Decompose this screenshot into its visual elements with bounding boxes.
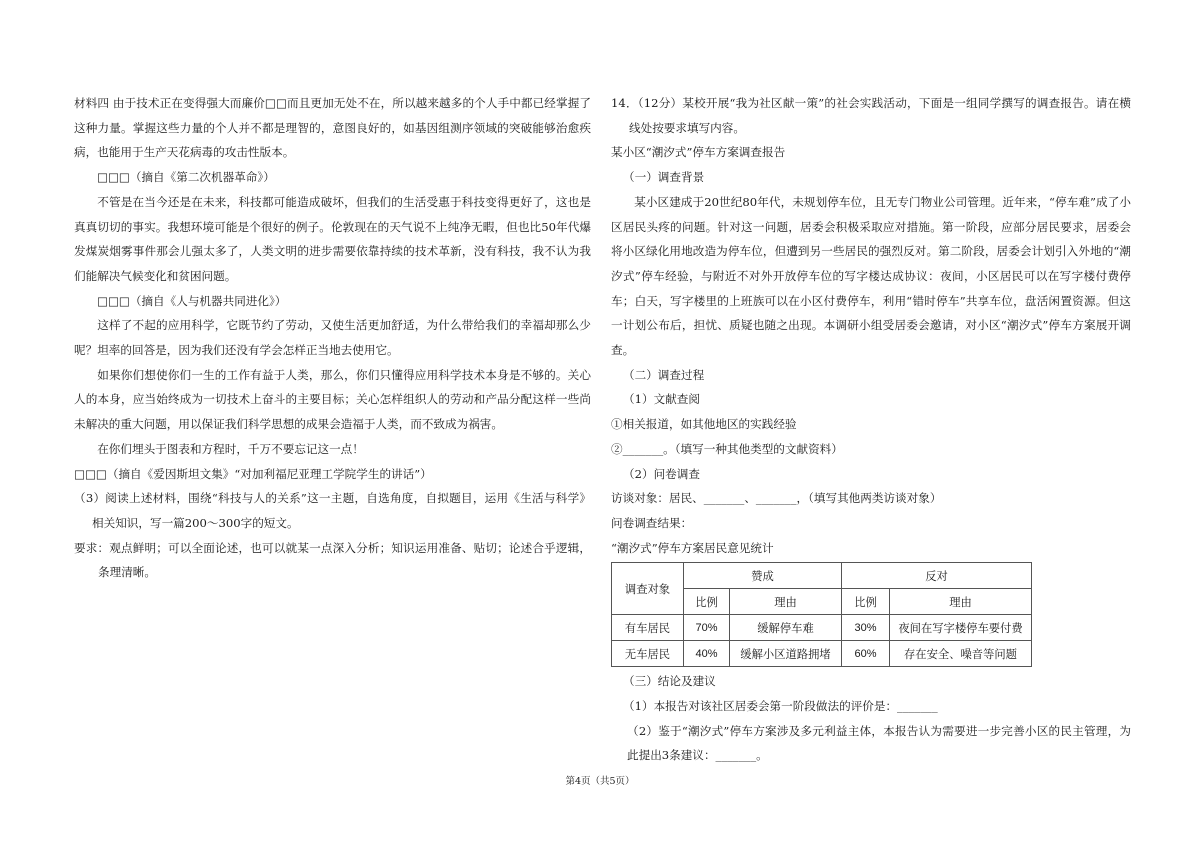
- left-column: [74, 91, 591, 585]
- conclusion-item: （1）本报告对该社区居委会第一阶段做法的评价是：_______: [623, 699, 938, 714]
- report-title: 某小区“潮汐式”停车方案调查报告: [611, 145, 786, 160]
- table-row: [612, 615, 1032, 641]
- conclusion-item: （2）鉴于“潮汐式”停车方案涉及多元利益主体，本报告认为需要进一步完善小区的民主管理，为此提出3条建议：_______。: [627, 723, 1131, 763]
- subsection-heading: （1）文献查阅: [623, 392, 700, 407]
- survey-table: [611, 562, 1032, 667]
- right-column: [611, 91, 1131, 768]
- cell-oppose-reason: 夜间在写字楼停车要付费: [890, 615, 1032, 641]
- table-title: “潮汐式”停车方案居民意见统计: [611, 540, 774, 555]
- section-heading: （一）调查背景: [623, 170, 705, 185]
- requirement-text: 要求：观点鲜明；可以全面论述，也可以就某一点深入分析；知识运用准备、贴切；论述合乎逻辑，条理清晰。: [74, 540, 591, 580]
- source-citation: □□□（摘自《爱因斯坦文集》“对加利福尼亚理工学院学生的讲话”）: [74, 466, 432, 481]
- list-item: ①相关报道，如其他地区的实践经验: [611, 417, 797, 432]
- header-reason: 理由: [890, 589, 1032, 615]
- interviewees-line: 访谈对象：居民、_______、_______，（填写其他两类访谈对象）: [611, 491, 942, 506]
- header-oppose: 反对: [842, 563, 1032, 589]
- header-target: 调查对象: [612, 563, 684, 615]
- body-paragraph: 在你们埋头于图表和方程时，千万不要忘记这一点！: [97, 441, 364, 456]
- table-row: [612, 641, 1032, 667]
- background-paragraph: 某小区建成于20世纪80年代，未规划停车位，且无专门物业公司管理。近年来，“停车难”成了小区居民头疼的问题。针对这一问题，居委会积极采取应对措施。第一阶段，应部分居民要求，居委会将小区绿化用地改造为停车位，但遭到另一些居民的强烈反对。第二阶段，居委会计划引入外地的“潮汐式”停车经验，与附近不对外开放停车位的写字楼达成协议：夜间，小区居民可以在写字楼付费停车；白天，写字楼里的上班族可以在小区付费停车，利用“错时停车”共享车位，盘活闲置资源。但这一计划公布后，担忧、质疑也随之出现。本调研小组受居委会邀请，对小区“潮汐式”停车方案展开调查。: [611, 194, 1131, 358]
- cell-support-ratio: 70%: [684, 615, 730, 641]
- material-four-paragraph: 材料四 由于技术正在变得强大而廉价□□而且更加无处不在，所以越来越多的个人手中都已经掌握了这种力量。掌握这些力量的个人并不都是理智的，意图良好的，如基因组测序领域的突破能够治愈疾病，也能用于生产天花病毒的攻击性版本。: [74, 96, 591, 160]
- question-3: （3）阅读上述材料，围绕“科技与人的关系”这一主题，自选角度，自拟题目，运用《生活与科学》相关知识，写一篇200～300字的短文。: [74, 491, 591, 530]
- cell-oppose-reason: 存在安全、噪音等问题: [890, 641, 1032, 667]
- header-reason: 理由: [730, 589, 842, 615]
- cell-support-ratio: 40%: [684, 641, 730, 667]
- question-14: 14．（12分）某校开展“我为社区献一策”的社会实践活动，下面是一组同学撰写的调查报告。请在横线处按要求填写内容。: [611, 96, 1131, 135]
- table-header-row: [612, 563, 1032, 589]
- header-ratio: 比例: [842, 589, 890, 615]
- cell-oppose-ratio: 60%: [842, 641, 890, 667]
- subsection-heading: （2）问卷调查: [623, 466, 700, 481]
- section-heading: （三）结论及建议: [623, 674, 716, 689]
- cell-oppose-ratio: 30%: [842, 615, 890, 641]
- source-citation: □□□（摘自《第二次机器革命》）: [97, 170, 275, 185]
- cell-target: 无车居民: [612, 641, 684, 667]
- results-label: 问卷调查结果：: [611, 515, 693, 530]
- header-support: 赞成: [684, 563, 842, 589]
- body-paragraph: 这样了不起的应用科学，它既节约了劳动，又使生活更加舒适，为什么带给我们的幸福却那么少呢？坦率的回答是，因为我们还没有学会怎样正当地去使用它。: [74, 318, 591, 358]
- body-paragraph: 如果你们想使你们一生的工作有益于人类，那么，你们只懂得应用科学技术本身是不够的。关心人的本身，应当始终成为一切技术上奋斗的主要目标；关心怎样组织人的劳动和产品分配这样一些尚未解决的重大问题，用以保证我们科学思想的成果会造福于人类，而不致成为祸害。: [74, 367, 591, 432]
- header-ratio: 比例: [684, 589, 730, 615]
- section-heading: （二）调查过程: [623, 367, 705, 382]
- cell-support-reason: 缓解小区道路拥堵: [730, 641, 842, 667]
- list-item: ②_______。（填写一种其他类型的文献资料）: [611, 441, 843, 456]
- page-footer: 第4页（共5页）: [565, 776, 635, 787]
- cell-support-reason: 缓解停车难: [730, 615, 842, 641]
- cell-target: 有车居民: [612, 615, 684, 641]
- body-paragraph: 不管是在当今还是在未来，科技都可能造成破坏，但我们的生活受惠于科技变得更好了，这也是真真切切的事实。我想环境可能是个很好的例子。伦敦现在的天气说不上纯净无暇，但也比50年代爆发煤炭烟雾事件那会儿强太多了，人类文明的进步需要依靠持续的技术革新，没有科技，我不认为我们能解决气候变化和贫困问题。: [74, 194, 591, 283]
- source-citation: □□□（摘自《人与机器共同进化》）: [97, 293, 287, 308]
